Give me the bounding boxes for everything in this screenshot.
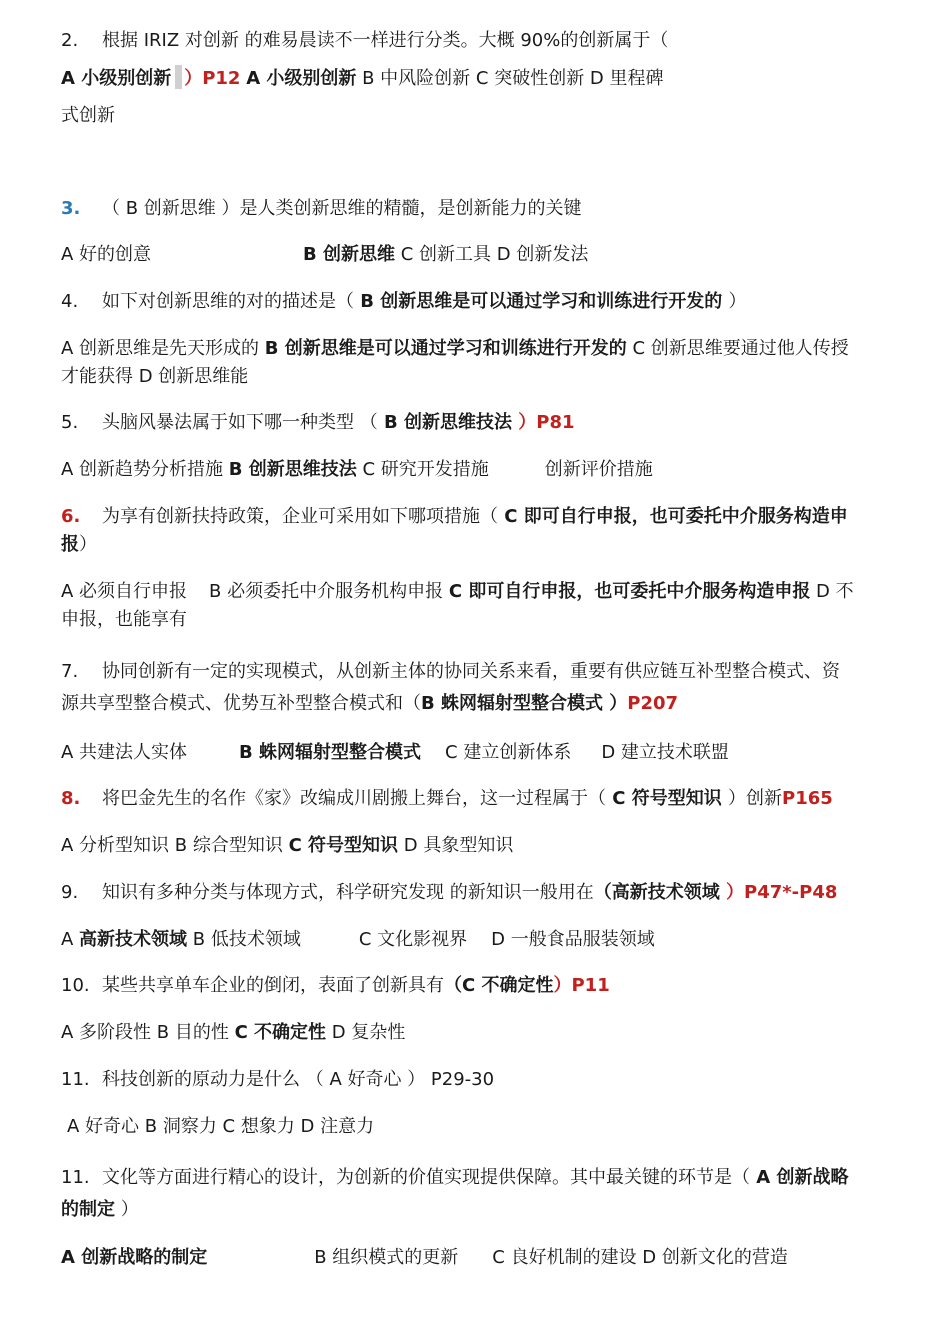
option-d: D 具象型知识: [398, 835, 514, 856]
question-6-options-wrap: 申报，也能享有: [61, 609, 187, 630]
option-d: D 一般食品服装领域: [491, 929, 655, 950]
answer-close: ）: [115, 1199, 139, 1220]
option-c: C 建立创新体系: [445, 742, 572, 763]
question-2-options-wrap: 式创新: [61, 105, 115, 126]
option-b: B 创新思维是可以通过学习和训练进行开发的: [264, 338, 627, 359]
option-d: D 建立技术联盟: [601, 742, 729, 763]
option-a-letter: A: [61, 929, 80, 950]
option-a: A 创新战略的制定: [61, 1247, 208, 1268]
option-b: B 必须委托中介服务机构申报: [209, 581, 449, 602]
page-reference: P12: [202, 68, 241, 89]
option-b: B 组织模式的更新: [314, 1247, 459, 1268]
options-rest: C 创新思维要通过他人传授: [626, 338, 849, 359]
answer-close: ）: [603, 693, 628, 714]
question-number: 7.: [61, 661, 79, 682]
question-text: 为享有创新扶持政策，企业可采用如下哪项措施（: [102, 506, 498, 527]
question-text: 如下对创新思维的对的描述是（: [102, 291, 354, 312]
option-d: D 复杂性: [326, 1022, 406, 1043]
answer-text: C 即可自行申报，也可委托中介服务构造申: [498, 506, 848, 527]
option-a: A 必须自行申报: [61, 581, 188, 602]
question-11a-stem: [61, 1067, 494, 1093]
question-8-options: [61, 833, 513, 859]
page-reference: P11: [571, 975, 610, 996]
answer-text: B 创新思维技法: [377, 412, 519, 433]
question-number: 11.: [61, 1167, 90, 1188]
question-11b-options: [61, 1245, 788, 1271]
question-2-stem: [61, 28, 668, 54]
question-text: 某些共享单车企业的倒闭，表面了创新具有: [102, 975, 444, 996]
question-5-options: [61, 457, 653, 483]
answer-close: ）: [518, 412, 537, 433]
question-text: （ B 创新思维 ）是人类创新思维的精髓，是创新能力的关键: [102, 198, 582, 219]
question-text-wrap: 源共享型整合模式、优势互补型整合模式和（: [61, 693, 421, 714]
answer-close: ）创新: [728, 788, 783, 809]
question-7-stem-wrap: [61, 691, 678, 717]
question-number: 5.: [61, 412, 79, 433]
answer-text: A 创新战略: [750, 1167, 849, 1188]
option-d: 创新评价措施: [544, 459, 653, 480]
question-9-options: [61, 927, 655, 953]
question-text: 根据 IRIZ 对创新 的难易晨读不一样进行分类。大概 90%的创新属于（: [102, 30, 669, 51]
question-4-options: [61, 336, 849, 362]
question-number: 4.: [61, 291, 79, 312]
question-4-stem: [61, 289, 747, 315]
question-number: 3.: [61, 198, 81, 219]
question-11b-stem-wrap: [61, 1197, 139, 1223]
question-number: 9.: [61, 882, 79, 903]
option-c: C 不确定性: [234, 1022, 327, 1043]
question-number: 8.: [61, 788, 81, 809]
question-3-options: [61, 242, 588, 268]
answer-wrap: 的制定: [61, 1199, 115, 1220]
question-number: 11.: [61, 1069, 90, 1090]
question-text: 头脑风暴法属于如下哪一种类型 （: [102, 412, 378, 433]
answer-text: （C 不确定性: [444, 975, 554, 996]
question-3-stem: [61, 196, 582, 222]
option-a: A 创新趋势分析措施: [61, 459, 229, 480]
question-text: 知识有多种分类与体现方式，科学研究发现 的新知识一般用在: [102, 882, 594, 903]
option-b: B 创新思维: [303, 244, 396, 265]
question-6-options: [61, 579, 854, 605]
option-b: B 低技术领域: [187, 929, 301, 950]
question-text: 将巴金先生的名作《家》改编成川剧搬上舞台，这一过程属于（: [102, 788, 606, 809]
page-reference: P207: [627, 693, 679, 714]
answer-text: A 小级别创新: [61, 68, 172, 89]
option-b: B 创新思维技法: [228, 459, 357, 480]
answer-close: ）: [79, 534, 97, 555]
answer-close: ）: [728, 291, 747, 312]
question-number: 10.: [61, 975, 90, 996]
answer-text: C 符号型知识: [606, 788, 729, 809]
answer-close: ）: [726, 882, 745, 903]
option-b: B 蛛网辐射型整合模式: [239, 742, 422, 763]
answer-text: B 蛛网辐射型整合模式: [421, 693, 603, 714]
question-text: 科技创新的原动力是什么 （ A 好奇心 ） P29-30: [102, 1069, 495, 1090]
option-a: A 小级别创新: [246, 68, 357, 89]
answer-wrap: 报: [61, 534, 79, 555]
option-c: C 研究开发措施: [356, 459, 489, 480]
question-text: 协同创新有一定的实现模式，从创新主体的协同关系来看，重要有供应链互补型整合模式、资: [102, 661, 840, 682]
question-8-stem: [61, 786, 833, 812]
page-reference: P165: [782, 788, 833, 809]
question-11b-stem: [61, 1165, 848, 1191]
question-4-options-wrap: 才能获得 D 创新思维能: [61, 366, 249, 387]
question-7-options: [61, 740, 729, 766]
answer-close: ）: [184, 68, 203, 89]
option-a: A 好的创意: [61, 244, 152, 265]
question-9-stem: [61, 880, 837, 906]
option-a-b: A 分析型知识 B 综合型知识: [61, 835, 289, 856]
option-a: A 共建法人实体: [61, 742, 188, 763]
option-d: D 不: [810, 581, 854, 602]
option-a: 高新技术领域: [79, 929, 188, 950]
question-11a-options: A 好奇心 B 洞察力 C 想象力 D 注意力: [67, 1116, 375, 1137]
answer-close: ）: [553, 975, 572, 996]
question-2-options: [61, 65, 664, 92]
page-reference: P81: [536, 412, 575, 433]
question-10-stem: [61, 973, 610, 999]
option-a: A 创新思维是先天形成的: [61, 338, 265, 359]
question-number: 2.: [61, 30, 79, 51]
question-5-stem: [61, 410, 575, 436]
option-c-d: C 良好机制的建设 D 创新文化的营造: [492, 1247, 788, 1268]
option-c: C 即可自行申报，也可委托中介服务构造申报: [448, 581, 811, 602]
question-7-stem: [61, 659, 840, 685]
answer-text: B 创新思维是可以通过学习和训练进行开发的: [354, 291, 729, 312]
page-reference: P47*-P48: [744, 882, 838, 903]
option-a-b: A 多阶段性 B 目的性: [61, 1022, 235, 1043]
question-6-stem: [61, 504, 848, 530]
option-c: C 文化影视界: [358, 929, 468, 950]
question-text: 文化等方面进行精心的设计，为创新的价值实现提供保障。其中最关键的环节是（: [102, 1167, 750, 1188]
options-rest: B 中风险创新 C 突破性创新 D 里程碑: [356, 68, 664, 89]
question-10-options: [61, 1020, 405, 1046]
question-number: 6.: [61, 506, 81, 527]
option-c: C 符号型知识: [288, 835, 399, 856]
answer-text: （高新技术领域: [593, 882, 727, 903]
question-6-stem-wrap: [61, 532, 97, 558]
options-rest: C 创新工具 D 创新发法: [395, 244, 589, 265]
highlight-mark: [175, 65, 182, 89]
